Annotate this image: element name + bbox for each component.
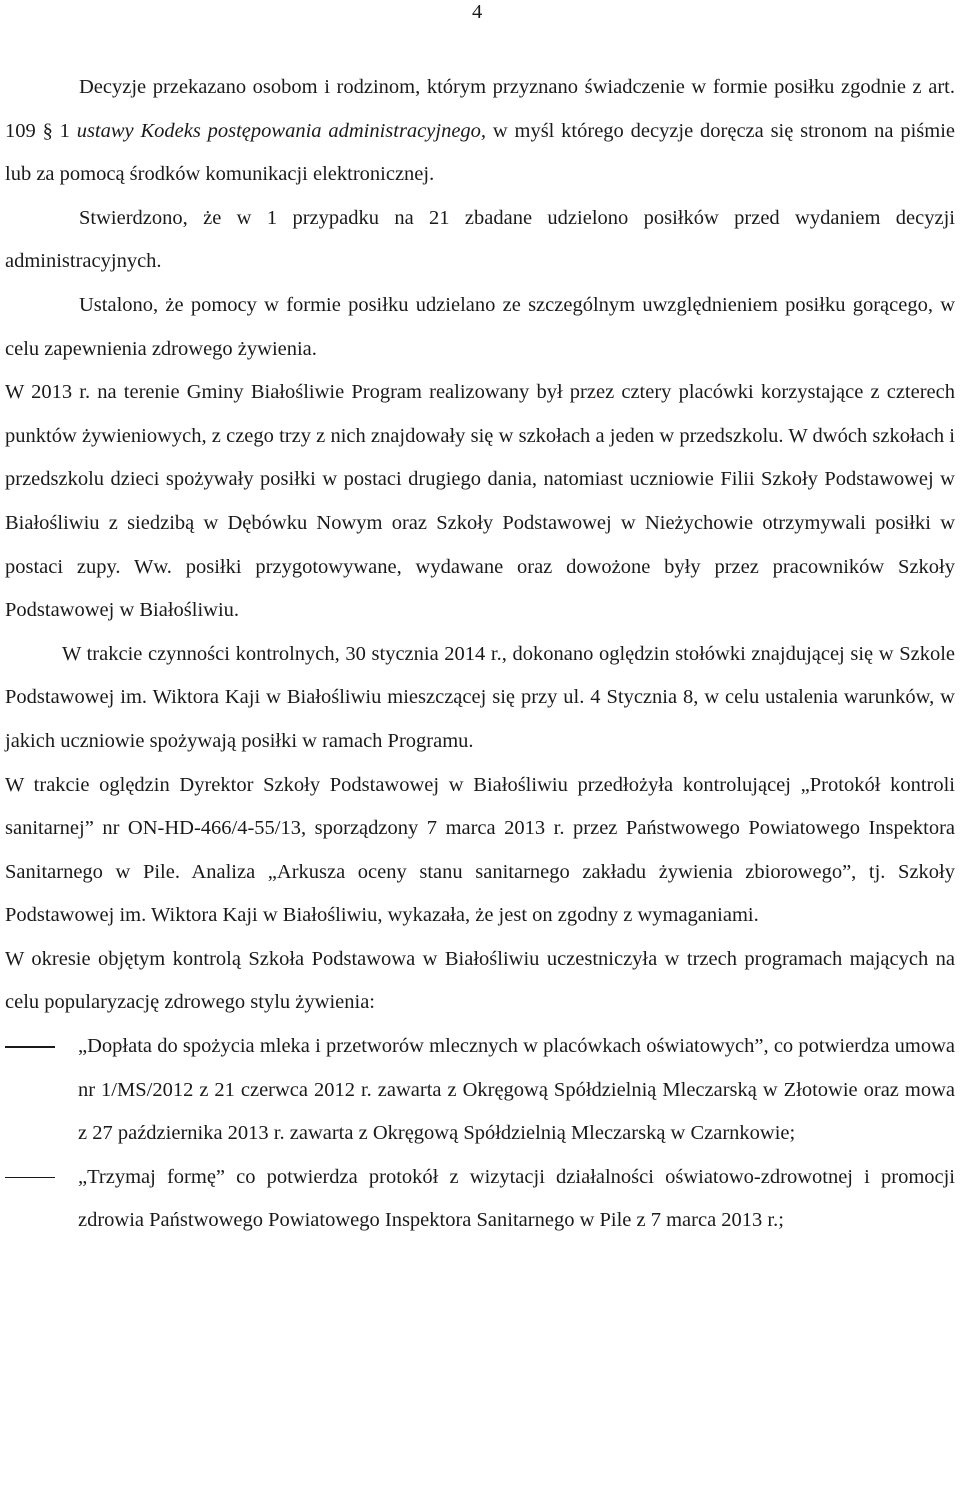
document-body — [5, 66, 955, 1243]
paragraph-decisions-text-a: Decyzje przekazano osobom i rodzinom, którym przyznano świadczenie w formie posiłku zgodnie z art. 109 § 1 — [5, 76, 955, 142]
paragraph-program-2013: W 2013 r. na terenie Gminy Białośliwie Program realizowany był przez cztery placówki korzystające z czterech punktów żywieniowych, z czego trzy z nich znajdowały się w szkołach a jeden w przedszkolu. W dwóch szkołach i przedszkolu dzieci spożywały posiłki w postaci drugiego dania, natomiast uczniowie Filii Szkoły Podstawowej w Białośliwiu z siedzibą w Dębówku Nowym oraz Szkoły Podstawowej w Nieżychowie otrzymywali posiłki w postaci zupy. Ww. posiłki przygotowywane, wydawane oraz dowożone były przez pracowników Szkoły Podstawowej w Białośliwiu. — [5, 381, 955, 622]
dash-bullet-icon — [5, 1046, 55, 1048]
list-item-trzymaj-forme — [5, 1156, 955, 1243]
paragraph-decisions-text-b: w myśl którego decyzje doręcza się stronom na piśmie lub za pomocą środków komunikacji elektronicznej. — [5, 119, 956, 186]
paragraph-inspection: W trakcie czynności kontrolnych, 30 stycznia 2014 r., dokonano oględzin stołówki znajdującej się w Szkole Podstawowej im. Wiktora Kaji w Białośliwiu mieszczącej się przy ul. 4 Stycznia 8, w celu ustalenia warunków, w jakich uczniowie spożywają posiłki w ramach Programu. — [5, 642, 955, 752]
paragraph-decisions — [5, 66, 955, 197]
page-number: 4 — [472, 1, 483, 23]
paragraph-hot-meal: Ustalono, że pomocy w formie posiłku udzielano ze szczególnym uwzględnieniem posiłku gorącego, w celu zapewnienia zdrowego żywienia. — [5, 293, 955, 360]
paragraph-sanitary-protocol: W trakcie oględzin Dyrektor Szkoły Podstawowej w Białośliwiu przedłożyła kontrolującej „Protokół kontroli sanitarnej” nr ON-HD-466/4-55/13, sporządzony 7 marca 2013 r. przez Państwowego Powiatowego Inspektora Sanitarnego w Pile. Analiza „Arkusza oceny stanu sanitarnego zakładu żywienia zbiorowego”, tj. Szkoły Podstawowej im. Wiktora Kaji w Białośliwiu, wykazała, że jest on zgodny z wymaganiami. — [5, 773, 955, 927]
paragraph-finding: Stwierdzono, że w 1 przypadku na 21 zbadane udzielono posiłków przed wydaniem decyzji administracyjnych. — [5, 206, 955, 273]
dash-bullet-icon — [5, 1177, 55, 1179]
paragraph-programs-intro: W okresie objętym kontrolą Szkoła Podstawowa w Białośliwiu uczestniczyła w trzech programach mających na celu popularyzację zdrowego stylu żywienia: — [5, 947, 955, 1014]
list-item-text: „Dopłata do spożycia mleka i przetworów mlecznych w placówkach oświatowych”, co potwierdza umowa nr 1/MS/2012 z 21 czerwca 2012 r. zawarta z Okręgową Spółdzielnią Mleczarską w Złotowie oraz mowa z 27 października 2013 r. zawarta z Okręgową Spółdzielnią Mleczarską w Czarnkowie; — [78, 1035, 955, 1145]
list-item-text: „Trzymaj formę” co potwierdza protokół z wizytacji działalności oświatowo-zdrowotnej i promocji zdrowia Państwowego Powiatowego Inspektora Sanitarnego w Pile z 7 marca 2013 r.; — [78, 1165, 955, 1232]
act-title-italic: ustawy Kodeks postępowania administracyjnego, — [76, 119, 487, 142]
list-item-milk-program — [5, 1025, 955, 1156]
